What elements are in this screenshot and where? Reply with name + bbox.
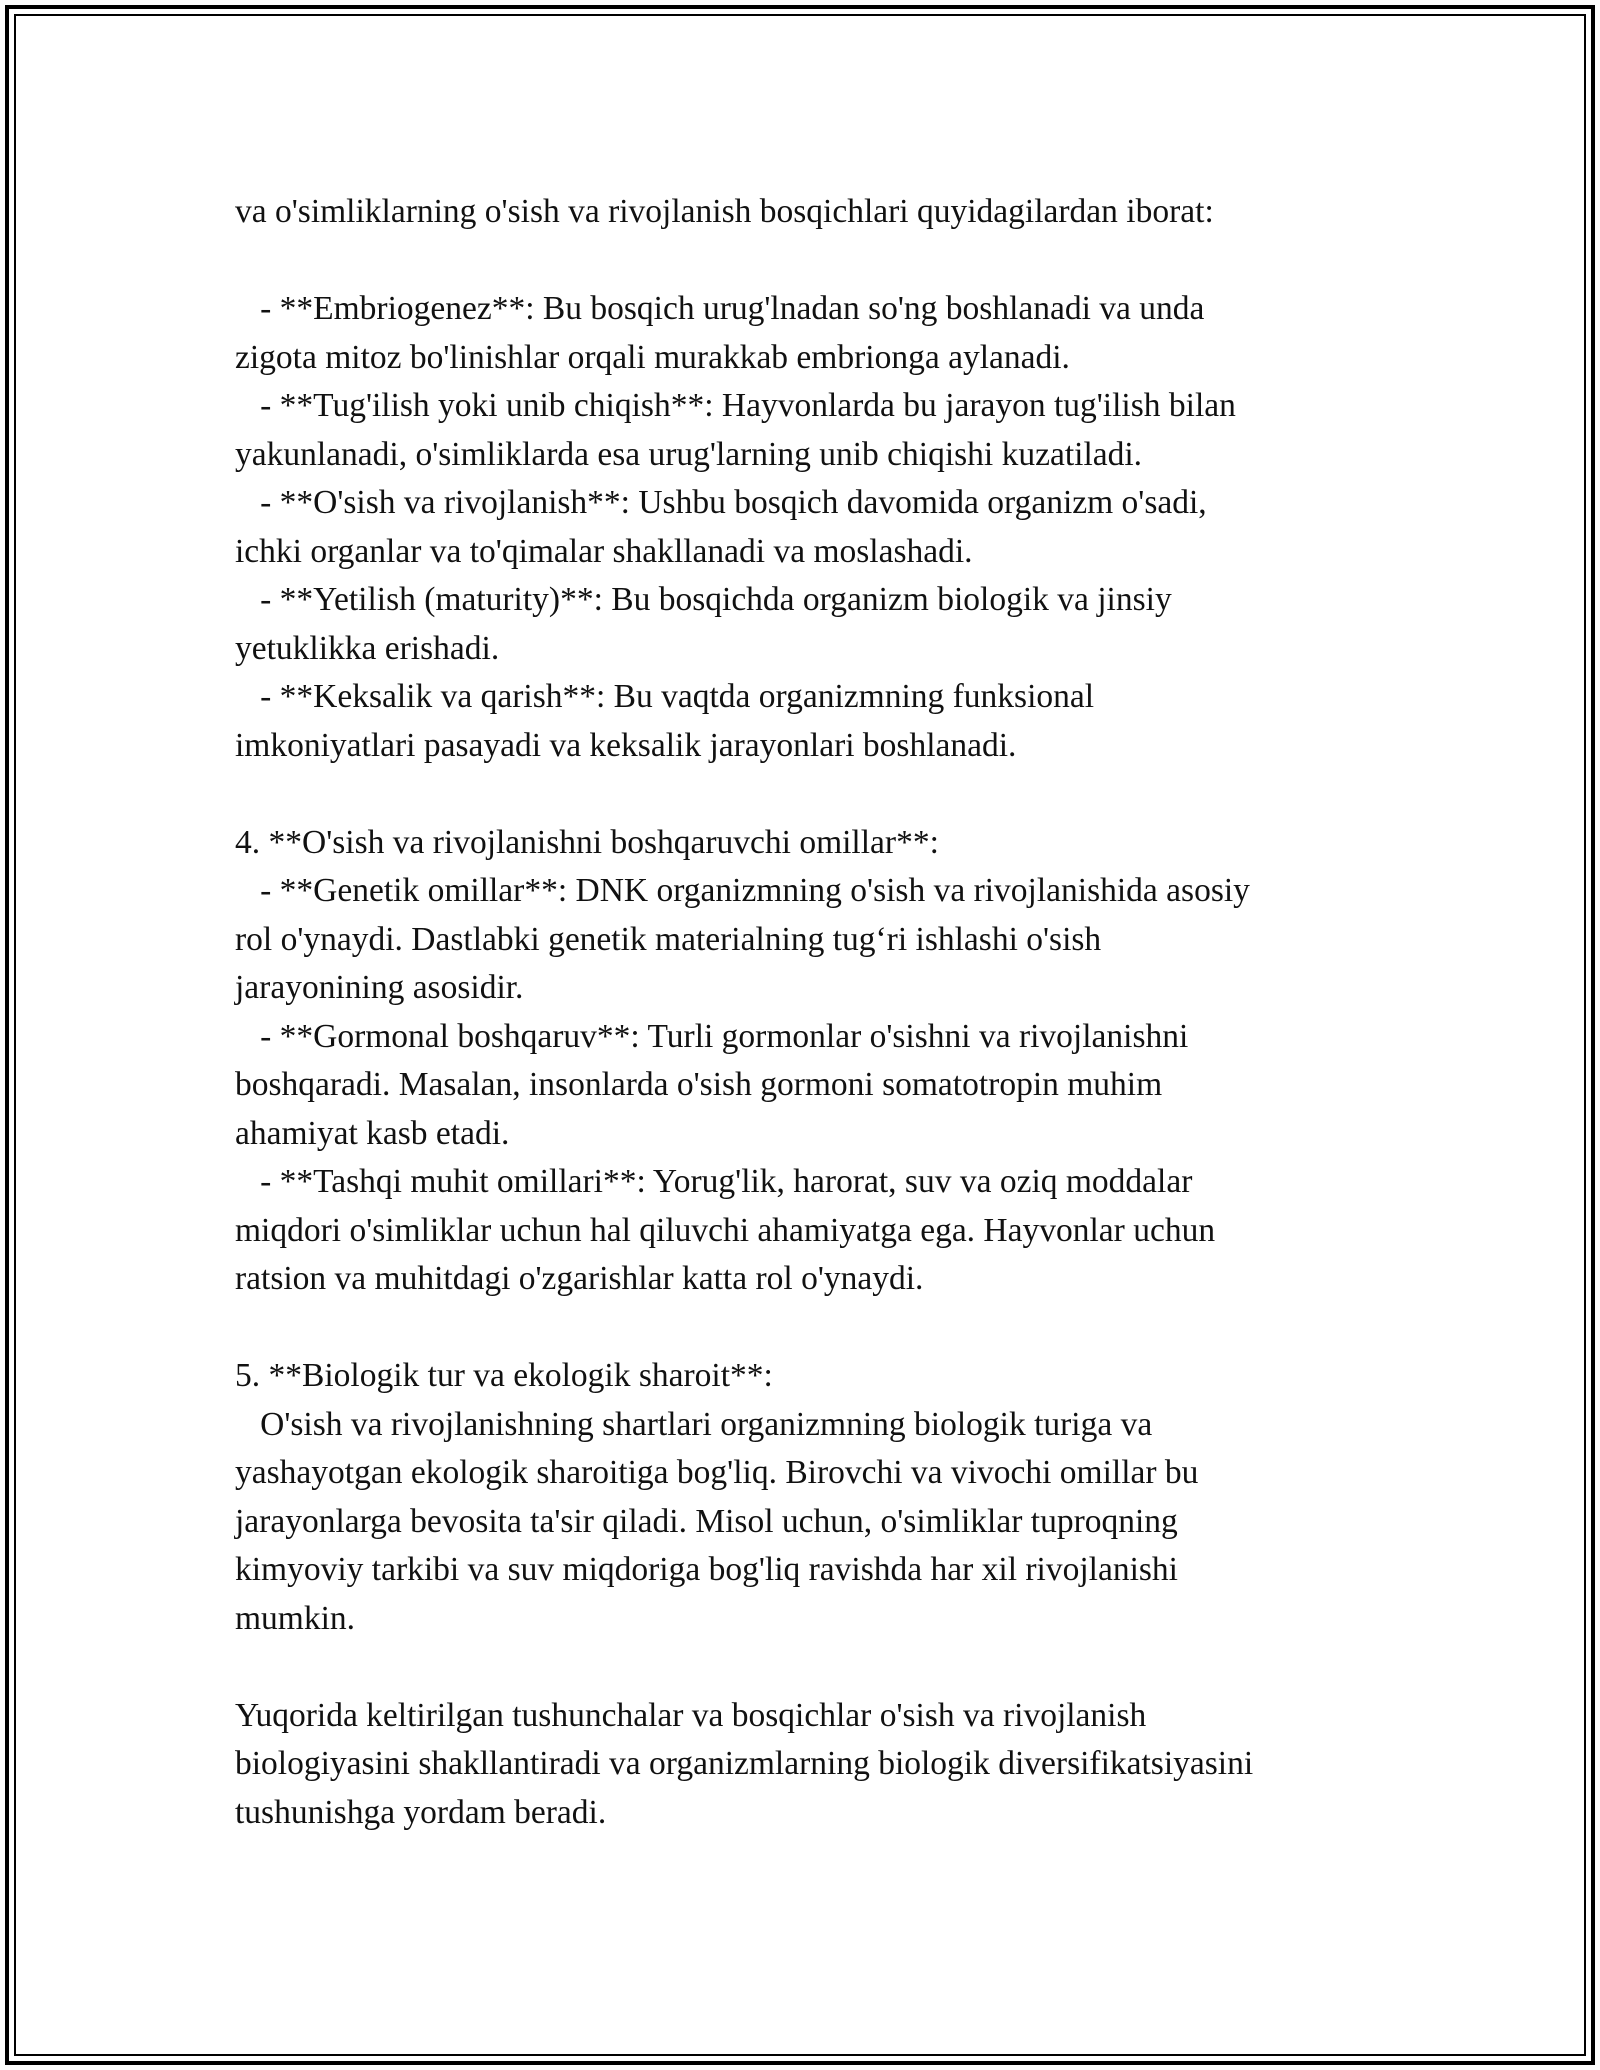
text-line: - **Tashqi muhit omillari**: Yorug'lik, harorat, suv va oziq moddalar: [235, 1163, 1193, 1200]
text-line: biologiyasini shakllantiradi va organizmlarning biologik diversifikatsiyasini: [235, 1745, 1254, 1782]
text-line: boshqaradi. Masalan, insonlarda o'sish gormoni somatotropin muhim: [235, 1066, 1163, 1103]
document-body: [235, 188, 1365, 1837]
text-line: imkoniyatlari pasayadi va keksalik jarayonlari boshlanadi.: [235, 726, 1017, 764]
text-line: jarayonining asosidir.: [235, 969, 524, 1006]
text-line: jarayonlarga bevosita ta'sir qiladi. Misol uchun, o'simliklar tuproqning: [235, 1502, 1178, 1540]
text-line: tushunishga yordam beradi.: [235, 1793, 607, 1831]
text-line: - **Tug'ilish yoki unib chiqish**: Hayvonlarda bu jarayon tug'ilish bilan: [235, 387, 1236, 424]
text-line: - **Gormonal boshqaruv**: Turli gormonlar o'sishni va rivojlanishni: [235, 1017, 1189, 1055]
text-line: kimyoviy tarkibi va suv miqdoriga bog'liq ravishda har xil rivojlanishi: [235, 1551, 1178, 1588]
text-line: - **Genetik omillar**: DNK organizmning o'sish va rivojlanishida asosiy: [235, 872, 1250, 909]
text-line: - **Yetilish (maturity)**: Bu bosqichda organizm biologik va jinsiy: [235, 581, 1172, 618]
text-line: ratsion va muhitdagi o'zgarishlar katta rol o'ynaydi.: [235, 1260, 924, 1297]
text-line: yetuklikka erishadi.: [235, 629, 500, 667]
text-line: yashayotgan ekologik sharoitiga bog'liq. Birovchi va vivochi omillar bu: [235, 1454, 1199, 1491]
text-line: va o'simliklarning o'sish va rivojlanish bosqichlari quyidagilardan iborat:: [235, 193, 1214, 230]
text-line: ichki organlar va to'qimalar shakllanadi va moslashadi.: [235, 532, 973, 570]
text-line: - **Keksalik va qarish**: Bu vaqtda organizmning funksional: [235, 678, 1095, 715]
text-line: zigota mitoz bo'linishlar orqali murakkab embrionga aylanadi.: [235, 338, 1070, 376]
section-heading: 5. **Biologik tur va ekologik sharoit**:: [235, 1357, 773, 1394]
text-line: O'sish va rivojlanishning shartlari organizmning biologik turiga va: [235, 1405, 1153, 1443]
text-line: yakunlanadi, o'simliklarda esa urug'larning unib chiqishi kuzatiladi.: [235, 435, 1143, 473]
blank-line: [235, 1304, 1365, 1353]
text-line: - **O'sish va rivojlanish**: Ushbu bosqich davomida organizm o'sadi,: [235, 484, 1207, 521]
blank-line: [235, 770, 1365, 819]
text-line: rol o'ynaydi. Dastlabki genetik materialning tug‘ri ishlashi o'sish: [235, 920, 1102, 958]
blank-line: [235, 237, 1365, 286]
text-line: - **Embriogenez**: Bu bosqich urug'lnadan so'ng boshlanadi va unda: [235, 290, 1205, 327]
section-heading: 4. **O'sish va rivojlanishni boshqaruvchi omillar**:: [235, 823, 939, 861]
blank-line: [235, 1643, 1365, 1692]
text-line: Yuqorida keltirilgan tushunchalar va bosqichlar o'sish va rivojlanish: [235, 1696, 1147, 1734]
text-line: miqdori o'simliklar uchun hal qiluvchi ahamiyatga ega. Hayvonlar uchun: [235, 1211, 1216, 1249]
text-line: ahamiyat kasb etadi.: [235, 1114, 510, 1152]
text-line: mumkin.: [235, 1599, 356, 1637]
